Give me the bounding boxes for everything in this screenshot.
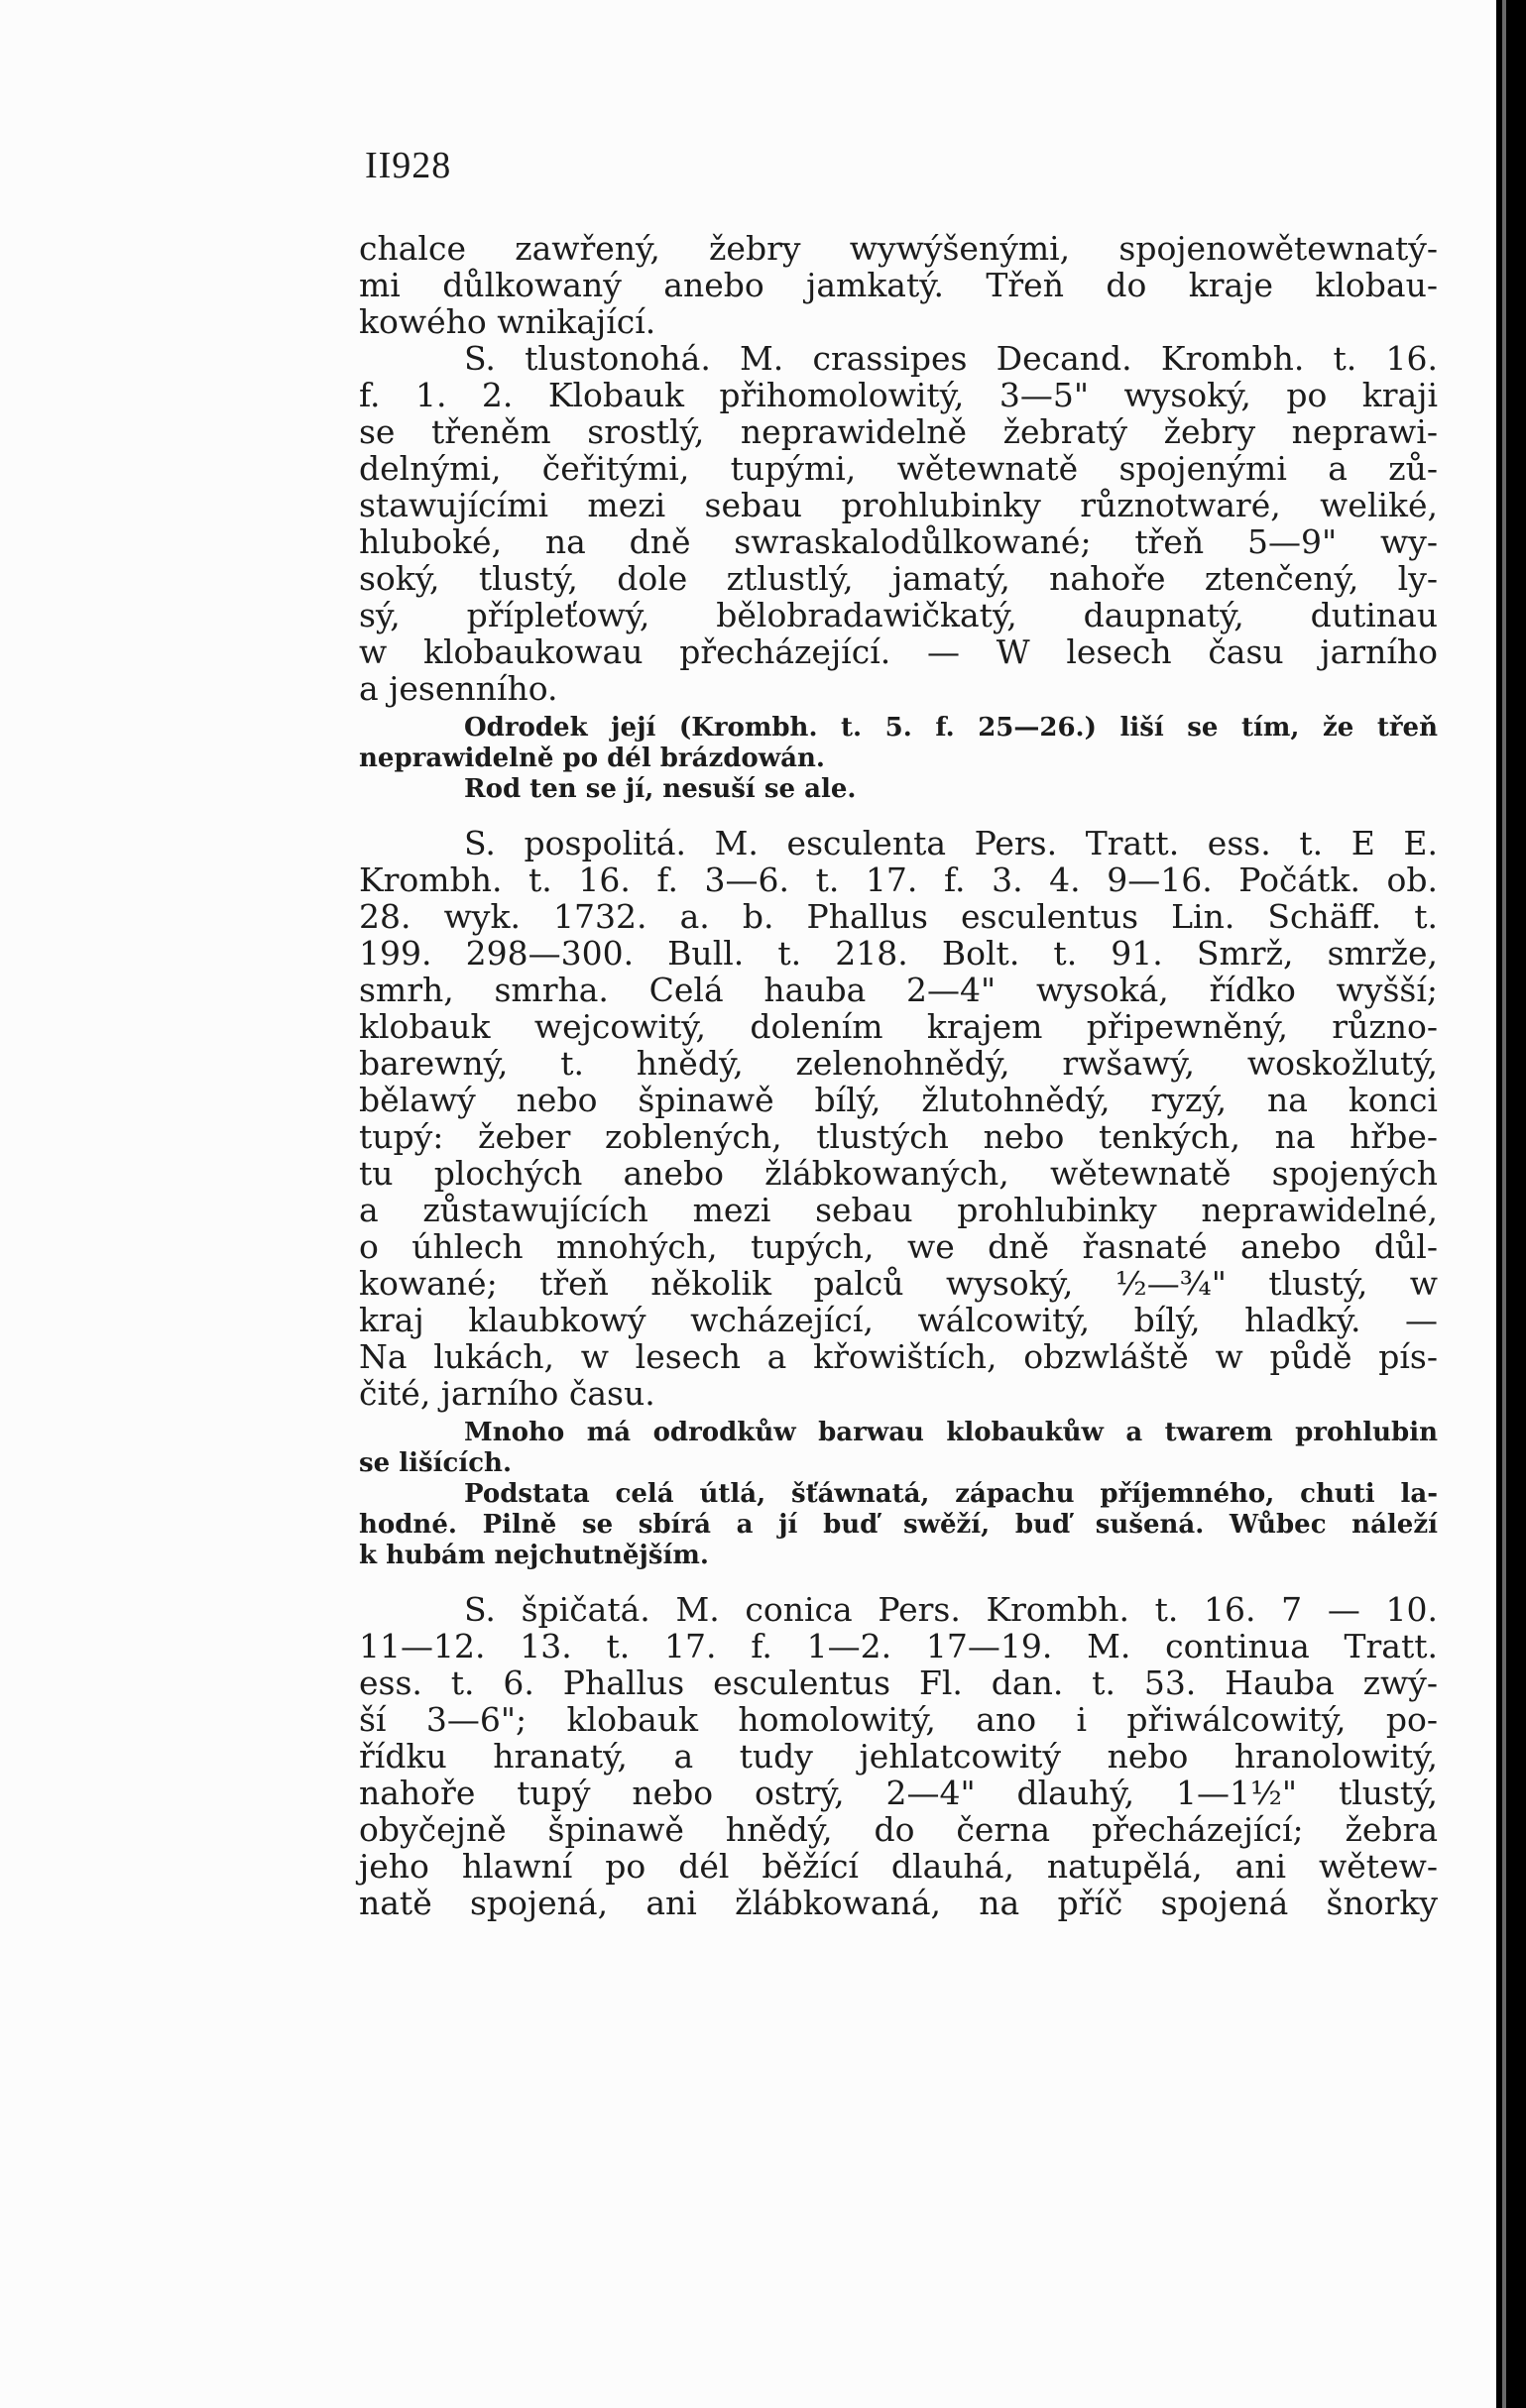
scan-edge xyxy=(1496,0,1526,2408)
main-text xyxy=(359,230,1438,1921)
text-line: tu plochých anebo žlábkowaných, wětewnatě spojených xyxy=(359,1154,1438,1193)
note-line: se lišících. xyxy=(359,1448,512,1478)
text-line: obyčejně špinawě hnědý, do černa přecházející; žebra xyxy=(359,1810,1438,1849)
text-line: S. tlustonohá. M. crassipes Decand. Krombh. t. 16. xyxy=(464,339,1438,378)
text-line: smrh, smrha. Celá hauba 2—4" wysoká, řídko wyšší; xyxy=(359,971,1438,1009)
scan-edge-line xyxy=(1502,0,1506,2408)
text-line: ší 3—6"; klobauk homolowitý, ano i přiwálcowitý, po- xyxy=(359,1700,1438,1739)
text-line: S. pospolitá. M. esculenta Pers. Tratt. ess. t. E E. xyxy=(464,824,1438,862)
text-line: f. 1. 2. Klobauk přihomolowitý, 3—5" wysoký, po kraji xyxy=(359,376,1438,414)
note-line: Mnoho má odrodkůw barwau klobaukůw a twarem prohlubin xyxy=(464,1418,1438,1447)
note-line: neprawidelně po dél brázdowán. xyxy=(359,744,825,773)
text-line: nahoře tupý nebo ostrý, 2—4" dlauhý, 1—1½" tlustý, xyxy=(359,1774,1438,1812)
text-line: a jesenního. xyxy=(359,669,558,708)
text-line: 11—12. 13. t. 17. f. 1—2. 17—19. M. continua Tratt. xyxy=(359,1627,1438,1665)
text-line: 28. wyk. 1732. a. b. Phallus esculentus Lin. Schäff. t. xyxy=(359,897,1438,936)
text-line: stawujícími mezi sebau prohlubinky různotwaré, weliké, xyxy=(359,486,1438,524)
text-line: řídku hranatý, a tudy jehlatcowitý nebo hranolowitý, xyxy=(359,1737,1438,1776)
text-line: mi důlkowaný anebo jamkatý. Třeň do kraje klobau- xyxy=(359,266,1438,304)
text-line: kraj klaubkowý wcházející, wálcowitý, bílý, hladký. — xyxy=(359,1301,1438,1339)
text-line: 199. 298—300. Bull. t. 218. Bolt. t. 91. Smrž, smrže, xyxy=(359,934,1438,973)
text-line: ess. t. 6. Phallus esculentus Fl. dan. t. 53. Hauba zwý- xyxy=(359,1663,1438,1702)
text-line: hluboké, na dně swraskalodůlkowané; třeň 5—9" wy- xyxy=(359,522,1438,561)
text-line: natě spojená, ani žlábkowaná, na příč spojená šnorky xyxy=(359,1884,1438,1922)
text-line: S. špičatá. M. conica Pers. Krombh. t. 16. 7 — 10. xyxy=(464,1590,1438,1629)
text-line: tupý: žeber zoblených, tlustých nebo tenkých, na hřbe- xyxy=(359,1117,1438,1156)
text-line: sý, přípleťowý, bělobradawičkatý, daupnatý, dutinau xyxy=(359,596,1438,634)
text-line: bělawý nebo špinawě bílý, žlutohnědý, ryzý, na konci xyxy=(359,1081,1438,1119)
text-line: kowané; třeň několik palců wysoký, ½—¾" tlustý, w xyxy=(359,1264,1438,1303)
text-line: Krombh. t. 16. f. 3—6. t. 17. f. 3. 4. 9—16. Počátk. ob. xyxy=(359,860,1438,899)
text-line: klobauk wejcowitý, dolením krajem připewněný, různo- xyxy=(359,1007,1438,1046)
text-line: se třeněm srostlý, neprawidelně žebratý žebry neprawi- xyxy=(359,412,1438,451)
text-line: jeho hlawní po dél běžící dlauhá, natupělá, ani wětew- xyxy=(359,1847,1438,1886)
text-line: kowého wnikající. xyxy=(359,302,656,341)
note-line: Odrodek její (Krombh. t. 5. f. 25—26.) liší se tím, že třeň xyxy=(464,713,1438,743)
text-line: barewný, t. hnědý, zelenohnědý, rwšawý, woskožlutý, xyxy=(359,1044,1438,1083)
page-number: II928 xyxy=(365,145,452,186)
text-line: a zůstawujících mezi sebau prohlubinky neprawidelné, xyxy=(359,1191,1438,1229)
text-line: delnými, čeřitými, tupými, wětewnatě spojenými a zů- xyxy=(359,449,1438,488)
text-line: Na lukách, w lesech a křowištích, obzwláště w půdě pís- xyxy=(359,1337,1438,1376)
note-line: Rod ten se jí, nesuší se ale. xyxy=(464,774,857,804)
text-line: w klobaukowau přecházející. — W lesech času jarního xyxy=(359,632,1438,671)
text-line: o úhlech mnohých, tupých, we dně řasnaté anebo důl- xyxy=(359,1227,1438,1266)
text-line: chalce zawřený, žebry wywýšenými, spojenowětewnatý- xyxy=(359,229,1438,268)
text-line: soký, tlustý, dole ztlustlý, jamatý, nahoře ztenčený, ly- xyxy=(359,559,1438,598)
note-line: Podstata celá útlá, šťáwnatá, zápachu příjemného, chuti la- xyxy=(464,1479,1438,1509)
note-line: hodné. Pilně se sbírá a jí buď swěží, buď sušená. Wůbec náleží xyxy=(359,1510,1438,1540)
note-line: k hubám nejchutnějším. xyxy=(359,1541,709,1570)
text-line: čité, jarního času. xyxy=(359,1374,655,1413)
